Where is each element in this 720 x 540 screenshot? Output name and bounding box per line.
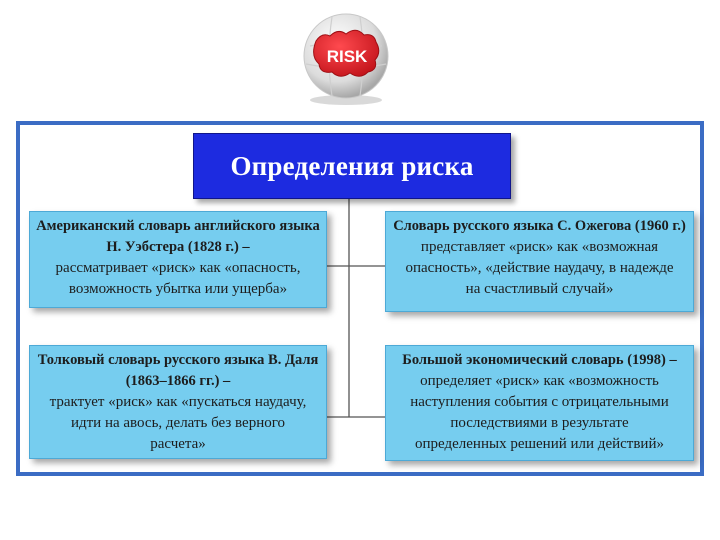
definition-text-line: представляет «риск» как «возможная [420,239,659,255]
definition-text-line: определенных решений или действий» [415,436,664,452]
definition-source-line: Толковый словарь русского языка В. Даля [37,352,319,368]
definition-source-line: Н. Уэбстера (1828 г.) – [106,239,250,255]
definition-source-line: Большой экономический словарь (1998) – [402,352,677,368]
definition-text-line: возможность убытка или ущерба» [68,281,288,297]
definition-text-line: последствиями в результате [450,415,629,431]
definition-source-line: Американский словарь английского языка [36,218,320,234]
definition-text-line: расчета» [150,436,206,452]
title-box [193,133,511,199]
definition-text-line: на счастливый случай» [465,281,614,297]
definition-text-line: трактует «риск» как «пускаться наудачу, [49,394,307,410]
definition-text-line: наступления события с отрицательными [410,394,669,410]
definition-text-line: определяет «риск» как «возможность [420,373,659,389]
definition-box-webster [29,211,327,308]
definition-box-economic [385,345,694,461]
definition-source-line: Словарь русского языка С. Ожегова (1960 г.) [393,218,686,234]
definition-text-line: рассматривает «риск» как «опасность, [55,260,301,276]
definition-source-line: (1863–1866 гг.) – [125,373,231,389]
definition-box-ozhegov [385,211,694,312]
definition-text-line: опасность», «действие наудачу, в надежде [405,260,674,276]
definition-box-dahl [29,345,327,459]
logo-text: RISK [326,47,368,66]
diagram-title: Определения риска [230,150,474,181]
definition-text-line: идти на авось, делать без верного [70,415,286,431]
